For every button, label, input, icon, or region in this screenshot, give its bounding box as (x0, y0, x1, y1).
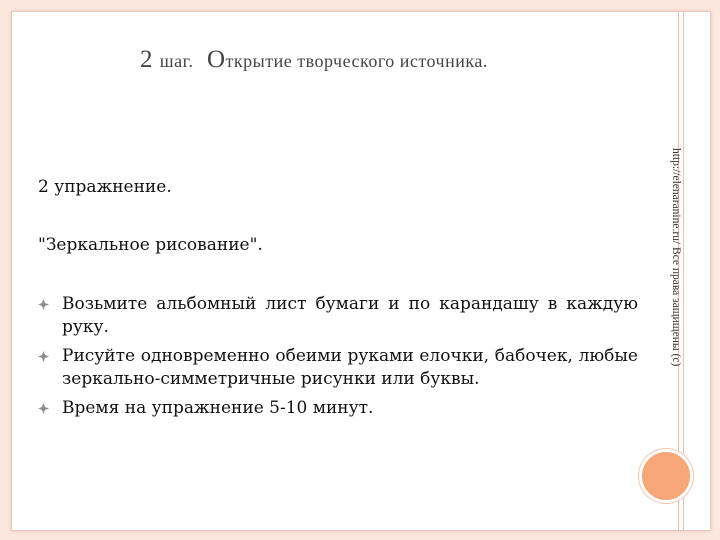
list-item (34, 293, 638, 339)
diamond-bullet-icon (38, 299, 49, 310)
list-item-text: Возьмите альбомный лист бумаги и по карандашу в каждую руку. (62, 294, 638, 337)
list-item-text: Время на упражнение 5-10 минут. (62, 398, 374, 418)
title-word-b-rest: ткрытие творческого источника. (225, 51, 488, 71)
title-word-b-first: О (206, 46, 226, 73)
side-rule-right (683, 12, 684, 530)
instruction-list (34, 293, 638, 426)
title-word-a-first: ш (159, 51, 175, 71)
decorative-circle (639, 449, 693, 503)
list-item-text: Рисуйте одновременно обеими руками елочки, бабочек, любые зеркально-симметричные рисунки или буквы. (62, 346, 638, 389)
exercise-name: "Зеркальное рисование". (38, 235, 263, 255)
diamond-bullet-icon (38, 403, 49, 414)
list-item (34, 397, 638, 420)
title-number: 2 (140, 46, 153, 73)
slide-card (11, 11, 711, 531)
exercise-label: 2 упражнение. (38, 177, 172, 197)
slide-title (140, 46, 620, 74)
list-item (34, 345, 638, 391)
title-word-a-rest: аг. (174, 51, 194, 71)
copyright-vertical-text: http://elenaranine.ru/ Все права защищены (с) (670, 148, 682, 367)
diamond-bullet-icon (38, 351, 49, 362)
